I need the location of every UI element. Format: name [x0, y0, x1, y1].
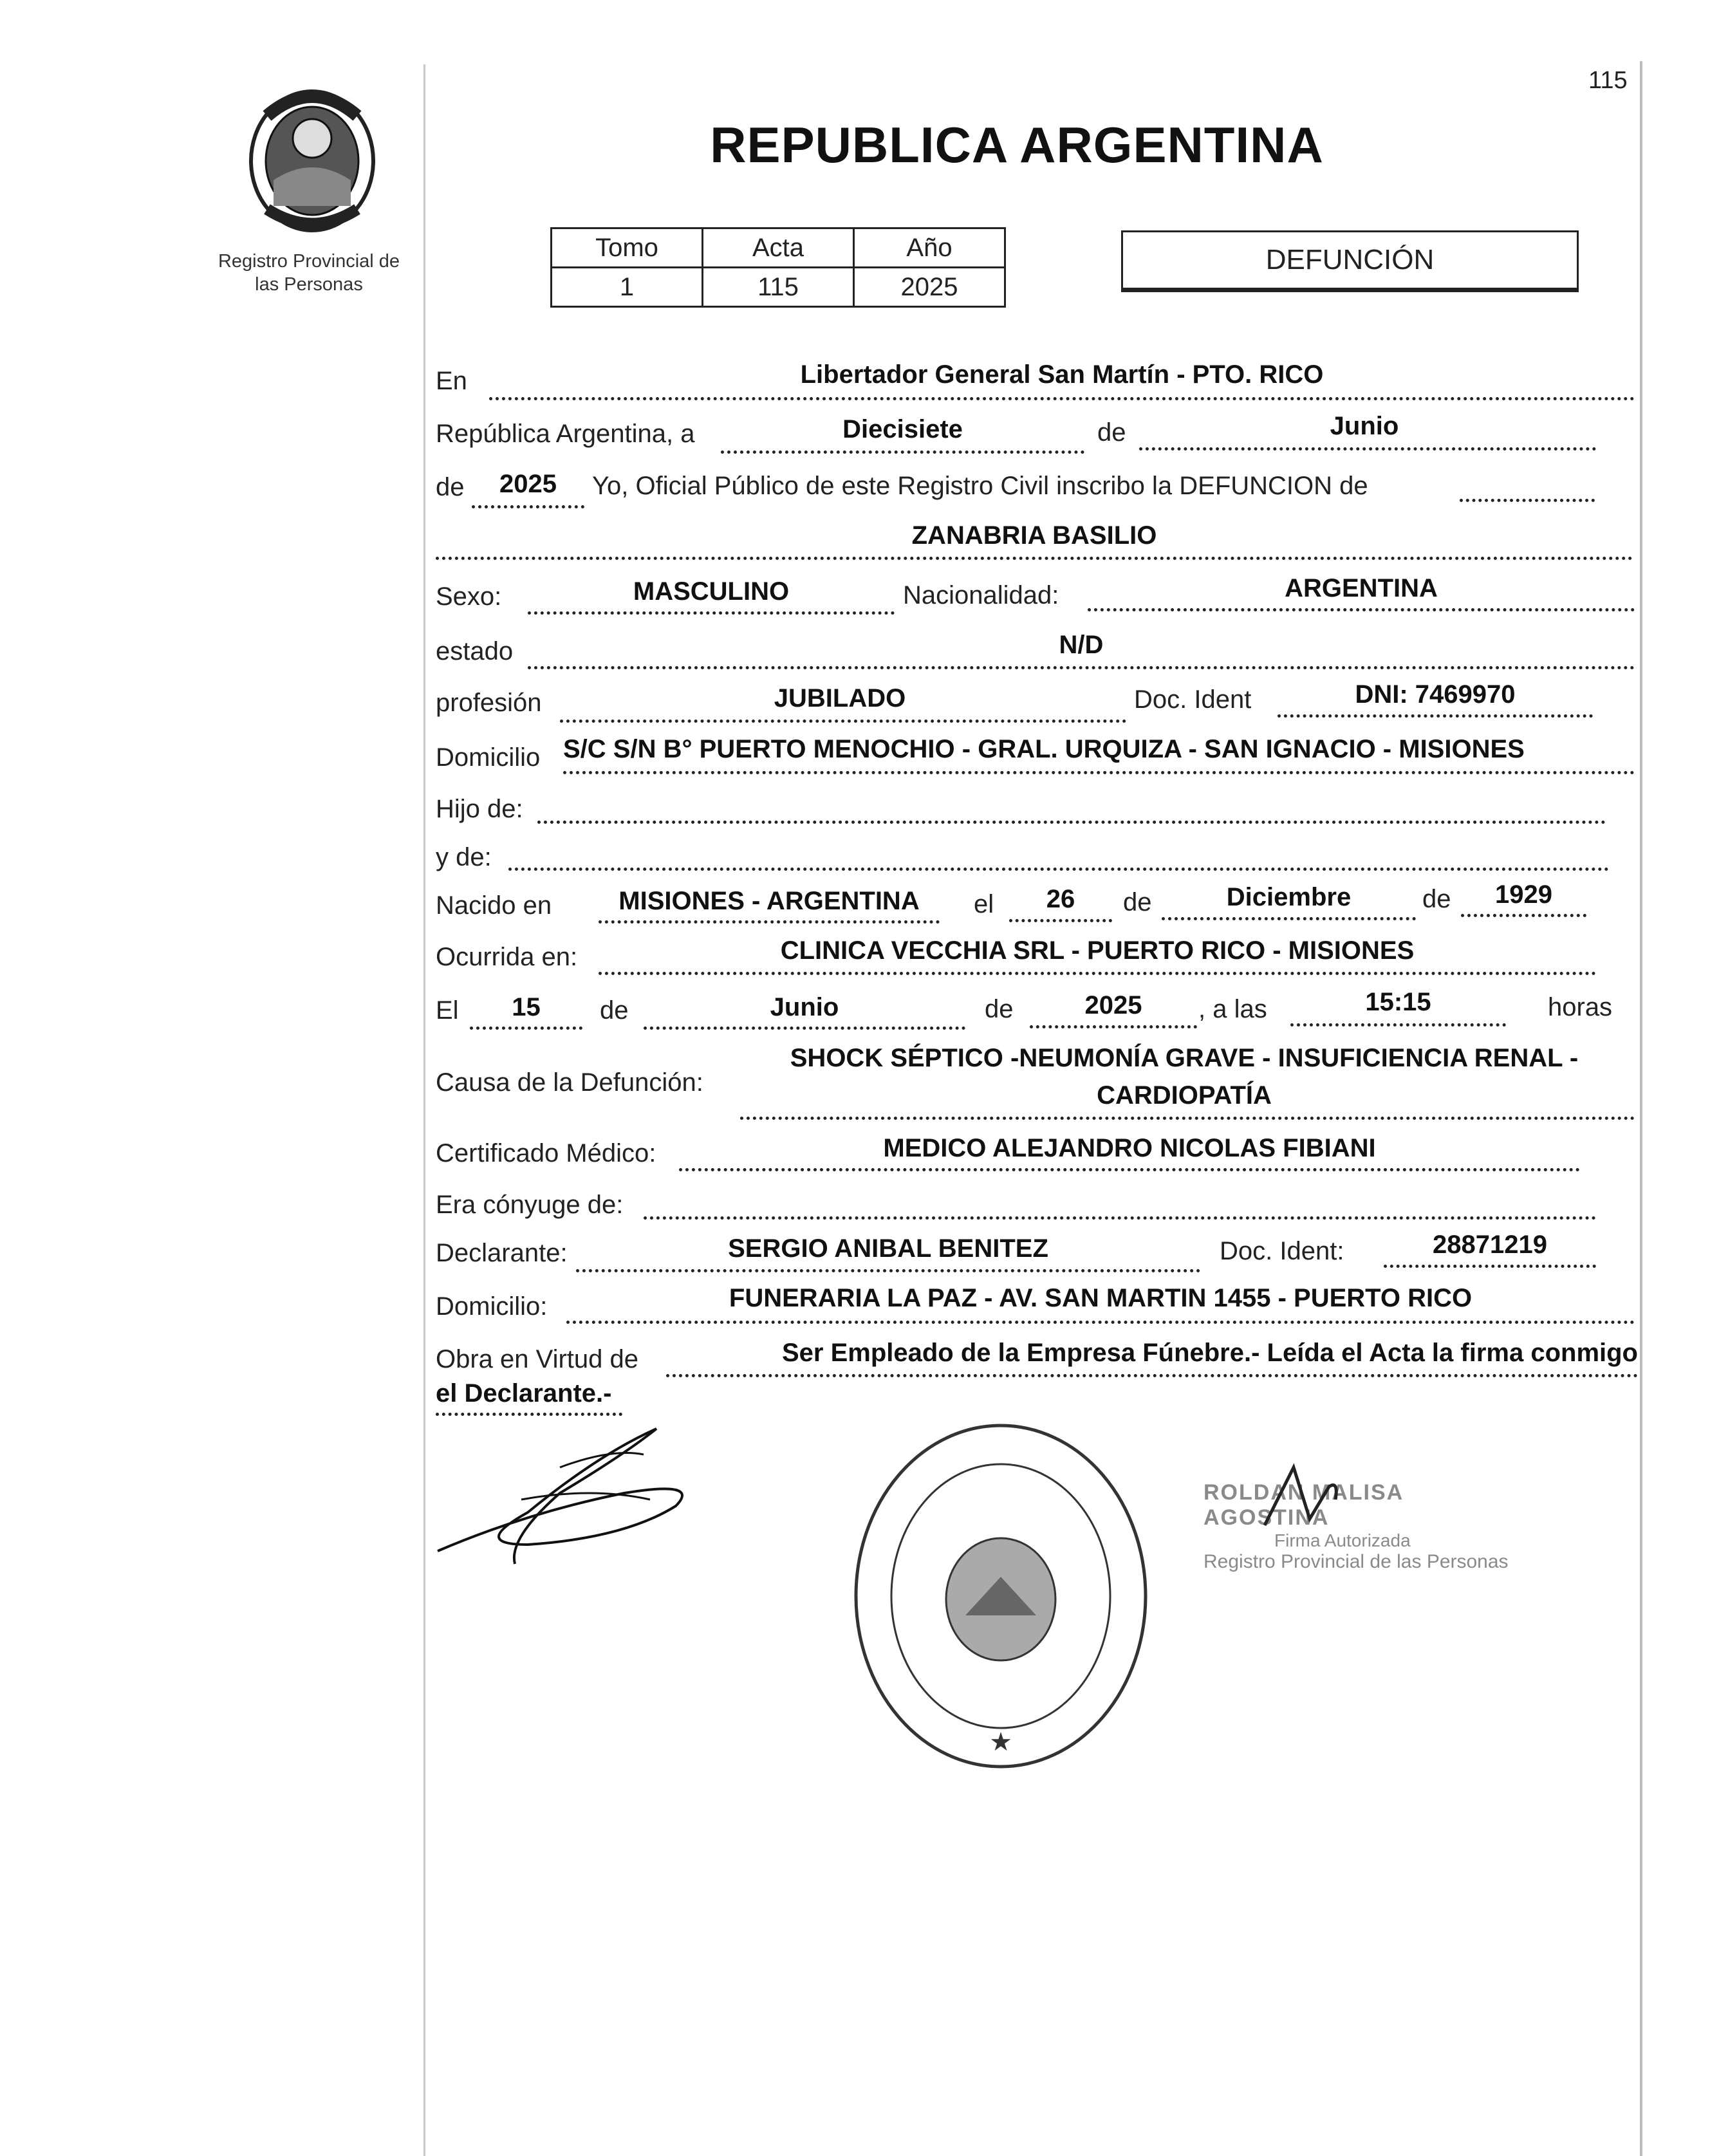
- declarante-line: [576, 1269, 1200, 1272]
- domicilio-line: [563, 771, 1635, 774]
- registry-name: [193, 250, 425, 296]
- registry-line-2: las Personas: [255, 274, 363, 295]
- birth-day-line: [1009, 919, 1112, 922]
- hijo-line: [537, 821, 1606, 824]
- registry-line-1: Registro Provincial de: [218, 251, 400, 272]
- day-value: Diecisiete: [842, 415, 963, 443]
- yde-line: [508, 868, 1609, 871]
- causa-line: [740, 1117, 1635, 1120]
- name-line: [436, 557, 1633, 560]
- de-label-2: de: [436, 473, 465, 501]
- official-org: Registro Provincial de las Personas: [1204, 1551, 1509, 1572]
- obra-line-1: [666, 1374, 1638, 1377]
- alas-label: , a las: [1198, 995, 1267, 1023]
- month-line: [1139, 447, 1596, 451]
- estado-label: estado: [436, 637, 514, 665]
- birth-month: Diciembre: [1226, 883, 1352, 911]
- domicilio-value: S/C S/N B° PUERTO MENOCHIO - GRAL. URQUIZA - SAN IGNACIO - MISIONES: [563, 735, 1525, 763]
- day-line: [721, 451, 1084, 454]
- death-time: 15:15: [1365, 988, 1431, 1016]
- obra-value-line-2: el Declarante.-: [436, 1379, 612, 1408]
- official-signature-icon: [1258, 1461, 1348, 1538]
- death-time-line: [1290, 1023, 1506, 1027]
- official-name: ROLDAN MALISA AGOSTINA: [1204, 1480, 1403, 1530]
- de-label-3: de: [1123, 888, 1152, 916]
- inscribe-text: Yo, Oficial Público de este Registro Civil inscribo la DEFUNCION de: [592, 472, 1368, 500]
- birth-year-line: [1461, 914, 1586, 917]
- ocurrida-line-2: [599, 972, 1596, 975]
- birth-month-line: [1162, 917, 1416, 920]
- document-title: REPUBLICA ARGENTINA: [710, 116, 1324, 173]
- nacido-label: Nacido en: [436, 891, 552, 920]
- doc-value: DNI: 7469970: [1355, 680, 1516, 709]
- official-role: Firma Autorizada: [1274, 1530, 1411, 1550]
- profesion-label: profesión: [436, 689, 542, 717]
- sexo-value: MASCULINO: [633, 577, 790, 606]
- sexo-line: [528, 611, 895, 615]
- margin-rule-right: [1640, 61, 1642, 2156]
- nacido-value: MISIONES - ARGENTINA: [618, 887, 920, 915]
- death-day: 15: [512, 993, 541, 1021]
- profesion-line: [560, 720, 1126, 723]
- place-line: [489, 397, 1635, 400]
- domicilio-label: Domicilio: [436, 743, 541, 772]
- obra-value-line-1: Ser Empleado de la Empresa Fúnebre.- Leída el Acta la firma conmigo: [781, 1339, 1638, 1367]
- doc-line: [1278, 714, 1593, 718]
- death-month: Junio: [770, 993, 839, 1021]
- header-anio: Año: [854, 228, 1005, 268]
- deceased-name: ZANABRIA BASILIO: [911, 521, 1157, 550]
- page-number: 115: [1588, 67, 1628, 94]
- certificado-value: MEDICO ALEJANDRO NICOLAS FIBIANI: [883, 1134, 1376, 1162]
- certificado-label: Certificado Médico:: [436, 1139, 656, 1167]
- conyuge-label: Era cónyuge de:: [436, 1191, 624, 1219]
- registry-seal-icon: [846, 1416, 1155, 1776]
- republica-label: República Argentina, a: [436, 420, 695, 448]
- ocurrida-value: CLINICA VECCHIA SRL - PUERTO RICO - MISIONES: [780, 936, 1415, 965]
- nacionalidad-line: [1088, 608, 1635, 611]
- domicilio2-value: FUNERARIA LA PAZ - AV. SAN MARTIN 1455 - PUERTO RICO: [729, 1284, 1473, 1312]
- de-label-1: de: [1097, 418, 1126, 447]
- header-tomo: Tomo: [552, 228, 703, 268]
- el-label: el: [974, 890, 994, 918]
- profesion-value: JUBILADO: [774, 684, 906, 712]
- birth-day: 26: [1046, 885, 1075, 913]
- obra-label: Obra en Virtud de: [436, 1345, 639, 1373]
- ocurrida-label: Ocurrida en:: [436, 943, 578, 971]
- death-day-line: [470, 1027, 582, 1030]
- estado-line: [528, 666, 1635, 669]
- causa-line-2: CARDIOPATÍA: [1097, 1081, 1272, 1110]
- value-anio: 2025: [854, 268, 1005, 307]
- declarante-doc-label: Doc. Ident:: [1220, 1237, 1344, 1265]
- certificado-line: [679, 1168, 1580, 1171]
- de-label-5: de: [600, 996, 629, 1025]
- declarante-value: SERGIO ANIBAL BENITEZ: [728, 1234, 1048, 1263]
- declarante-label: Declarante:: [436, 1239, 568, 1267]
- value-tomo: 1: [552, 268, 703, 307]
- death-month-line: [644, 1027, 965, 1030]
- estado-value: N/D: [1059, 631, 1104, 659]
- declarante-doc-line: [1384, 1265, 1596, 1268]
- year-value: 2025: [499, 470, 557, 498]
- domicilio2-line: [566, 1321, 1635, 1324]
- province-emblem-icon: [235, 77, 389, 238]
- El-label: El: [436, 996, 459, 1025]
- birth-year: 1929: [1495, 880, 1552, 909]
- registry-table-header-row: [552, 228, 1005, 268]
- nacionalidad-value: ARGENTINA: [1285, 574, 1438, 602]
- causa-label: Causa de la Defunción:: [436, 1068, 703, 1097]
- conyuge-line: [644, 1216, 1596, 1220]
- horas-label: horas: [1548, 993, 1613, 1021]
- en-label: En: [436, 367, 467, 395]
- doc-label: Doc. Ident: [1134, 685, 1252, 714]
- declarant-signature-icon: [431, 1416, 708, 1577]
- registry-table-value-row: [552, 268, 1005, 307]
- de-label-6: de: [985, 995, 1014, 1023]
- death-year-line: [1030, 1025, 1197, 1028]
- domicilio2-label: Domicilio:: [436, 1292, 548, 1321]
- nacionalidad-label: Nacionalidad:: [903, 581, 1059, 609]
- record-type-box: [1121, 230, 1579, 290]
- value-acta: 115: [703, 268, 854, 307]
- declarante-doc-value: 28871219: [1433, 1231, 1547, 1259]
- header-acta: Acta: [703, 228, 854, 268]
- month-value: Junio: [1330, 412, 1399, 440]
- de-label-4: de: [1422, 885, 1451, 913]
- official-stamp: [1204, 1480, 1512, 1573]
- registry-table: [550, 227, 1006, 308]
- record-type: DEFUNCIÓN: [1265, 244, 1435, 275]
- yde-label: y de:: [436, 843, 492, 871]
- year-line: [472, 505, 584, 508]
- margin-rule-left: [423, 64, 425, 2156]
- place-value: Libertador General San Martín - PTO. RICO: [800, 360, 1324, 389]
- nacido-line: [599, 920, 940, 924]
- svg-text:★: ★: [989, 1727, 1012, 1757]
- inscribe-line: [1460, 499, 1595, 502]
- causa-line-1: SHOCK SÉPTICO -NEUMONÍA GRAVE - INSUFICIENCIA RENAL -: [790, 1044, 1579, 1072]
- death-year: 2025: [1084, 991, 1142, 1019]
- sexo-label: Sexo:: [436, 582, 502, 611]
- hijo-label: Hijo de:: [436, 795, 523, 823]
